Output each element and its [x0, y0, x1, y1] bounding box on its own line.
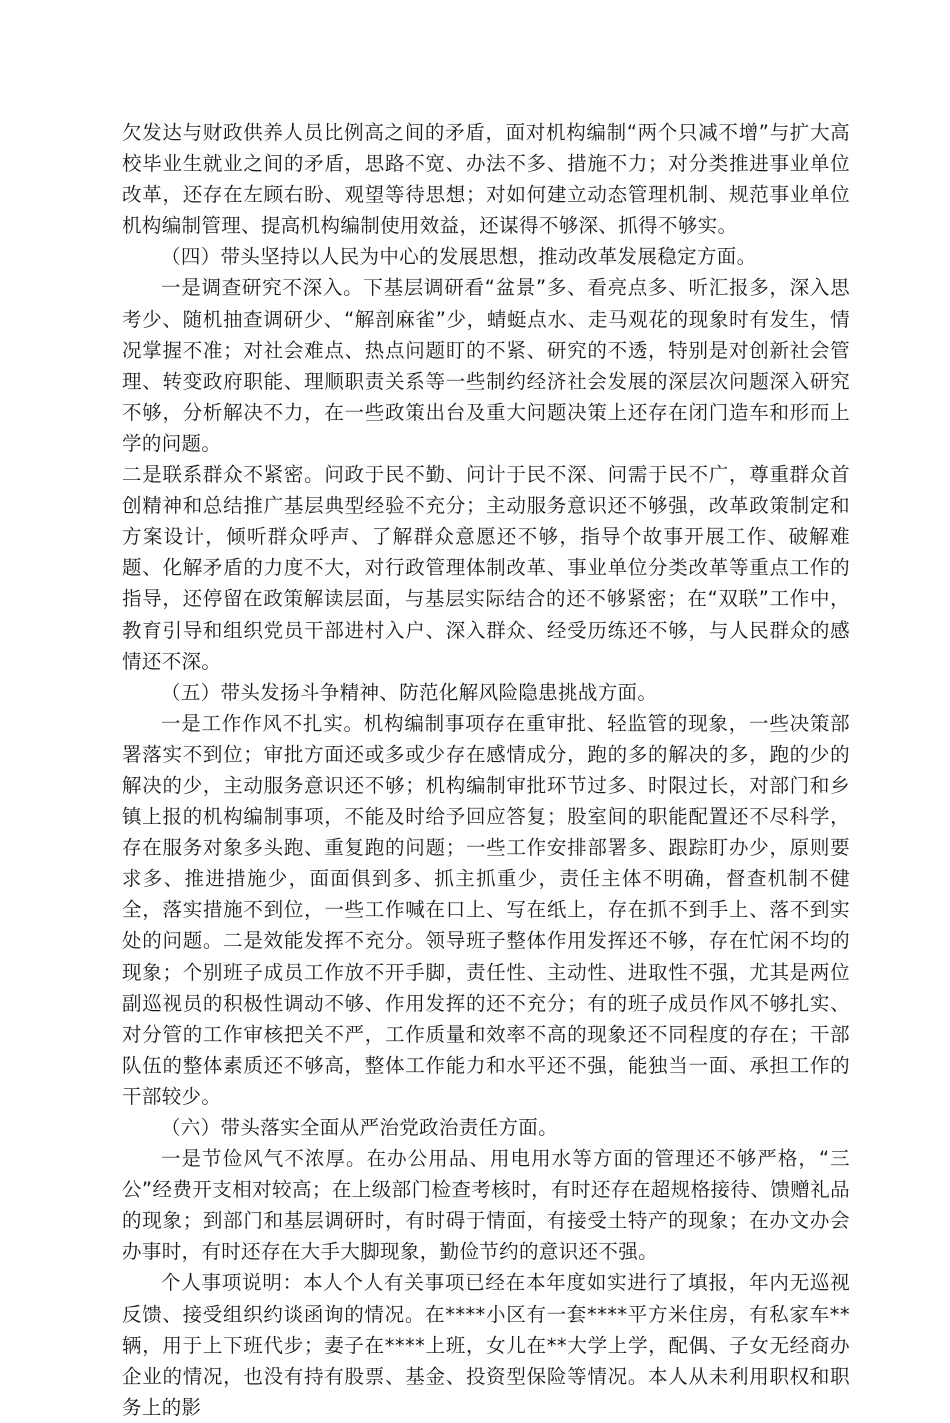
section-heading-4: （四）带头坚持以人民为中心的发展思想，推动改革发展稳定方面。 — [161, 245, 757, 269]
document-body — [122, 117, 850, 1423]
section-heading-5: （五）带头发扬斗争精神、防范化解风险隐患挑战方面。 — [161, 680, 658, 704]
paragraph-work-style: 一是工作作风不扎实。机构编制事项存在重审批、轻监管的现象，一些决策部署落实不到位；审批方面还或多或少存在感情成分，跑的多的解决的多，跑的少的解决的少，主动服务意识还不够；机构编制审批环节过多、时限过长，对部门和乡镇上报的机构编制事项，不能及时给予回应答复；股室间的职能配置还不尽科学，存在服务对象多头跑、重复跑的问题；一些工作安排部署多、跟踪盯办少，原则要求多、推进措施少，面面俱到多、抓主抓重少，责任主体不明确，督查机制不健全，落实措施不到位，一些工作喊在口上、写在纸上，存在抓不到手上、落不到实处的问题。二是效能发挥不充分。领导班子整体作用发挥还不够，存在忙闲不均的现象；个别班子成员工作放不开手脚，责任性、主动性、进取性不强，尤其是两位副巡视员的积极性调动不够、作用发挥的还不充分；有的班子成员作风不够扎实、对分管的工作审核把关不严，工作质量和效率不高的现象还不同程度的存在；干部队伍的整体素质还不够高，整体工作能力和水平还不强，能独当一面、承担工作的干部较少。 — [122, 711, 850, 1108]
paragraph-continuation: 欠发达与财政供养人员比例高之间的矛盾，面对机构编制“两个只减不增”与扩大高校毕业生就业之间的矛盾，思路不宽、办法不多、措施不力；对分类推进事业单位改革，还存在左顾右盼、观望等待思想；对如何建立动态管理机制、规范事业单位机构编制管理、提高机构编制使用效益，还谋得不够深、抓得不够实。 — [122, 121, 850, 238]
paragraph-investigation: 一是调查研究不深入。下基层调研看“盆景”多、看亮点多、听汇报多，深入思考少、随机抽查调研少、“解剖麻雀”少，蜻蜓点水、走马观花的现象时有发生，情况掌握不准；对社会难点、热点问题盯的不紧、研究的不透，特别是对创新社会管理、转变政府职能、理顺职责关系等一些制约经济社会发展的深层次问题深入研究不够，分析解决不力，在一些政策出台及重大问题决策上还存在闭门造车和形而上学的问题。 — [122, 276, 850, 455]
section-heading-6: （六）带头落实全面从严治党政治责任方面。 — [161, 1116, 559, 1139]
paragraph-contact-masses: 二是联系群众不紧密。问政于民不勤、问计于民不深、问需于民不广，尊重群众首创精神和总结推广基层典型经验不充分；主动服务意识还不够强，改革政策制定和方案设计，倾听群众呼声、了解群众意愿还不够，指导个故事开展工作、破解难题、化解矛盾的力度不大，对行政管理体制改革、事业单位分类改革等重点工作的指导，还停留在政策解读层面，与基层实际结合的还不够紧密；在“双联”工作中，教育引导和组织党员干部进村入户、深入群众、经受历练还不够，与人民群众的感情还不深。 — [122, 463, 850, 673]
paragraph-personal-matters: 个人事项说明：本人个人有关事项已经在本年度如实进行了填报，年内无巡视反馈、接受组织约谈函询的情况。在****小区有一套****平方米住房，有私家车**辆，用于上下班代步；妻子在****上班，女儿在**大学上学，配偶、子女无经商办企业的情况，也没有持有股票、基金、投资型保险等情况。本人从未利用职权和职务上的影 — [122, 1271, 850, 1419]
paragraph-frugality: 一是节俭风气不浓厚。在办公用品、用电用水等方面的管理还不够严格，“三公”经费开支相对较高；在上级部门检查考核时，有时还存在超规格接待、馈赠礼品的现象；到部门和基层调研时，有时碍于情面，有接受土特产的现象；在办文办会办事时，有时还存在大手大脚现象，勤俭节约的意识还不强。 — [122, 1147, 850, 1264]
